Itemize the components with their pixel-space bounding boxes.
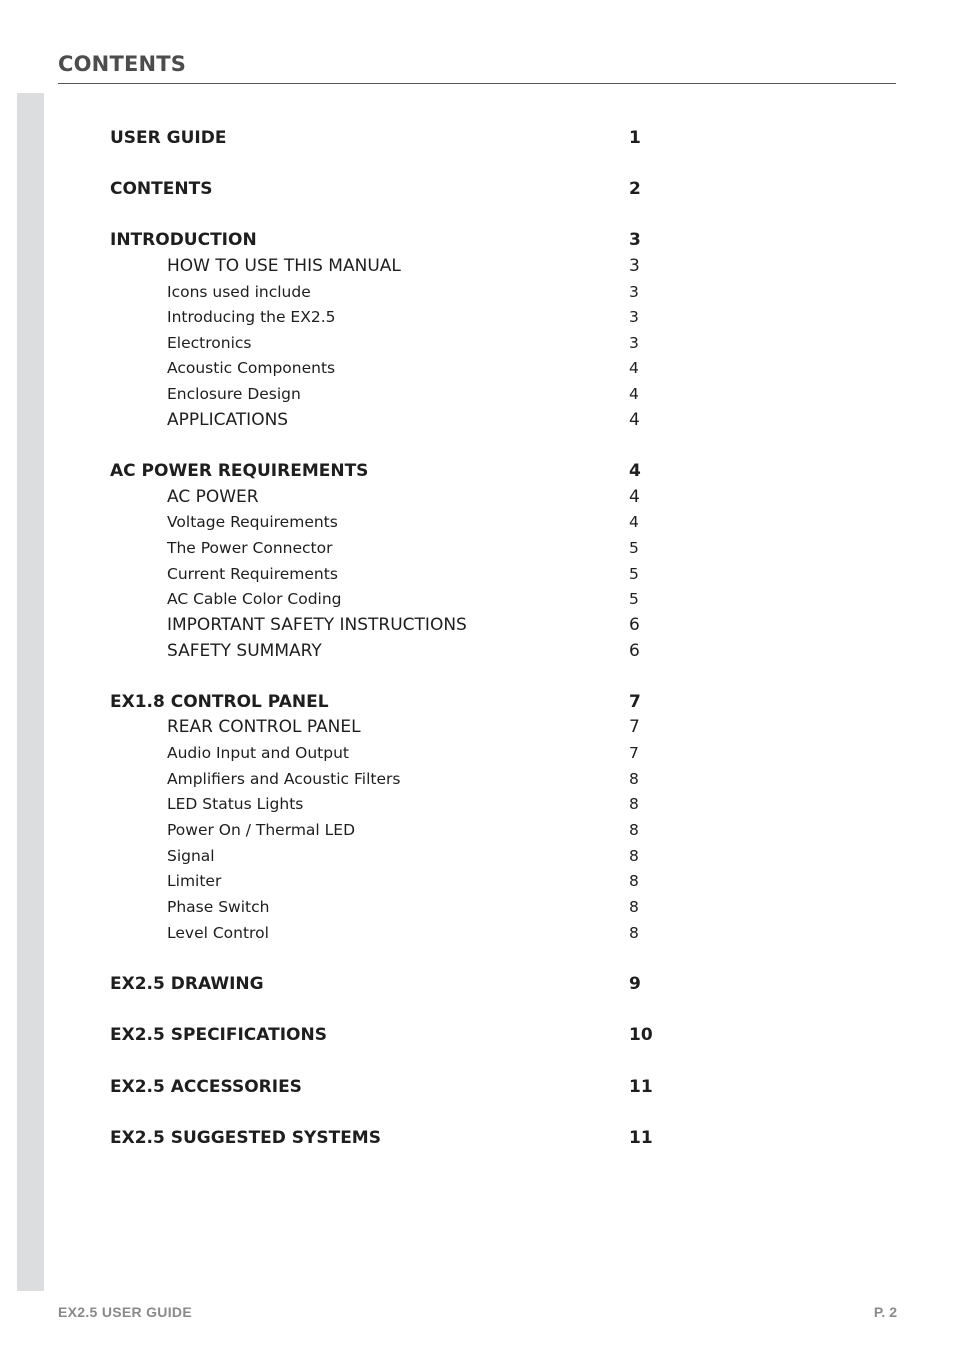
toc-entry-page: 7 bbox=[629, 717, 640, 737]
toc-entry-page: 8 bbox=[629, 898, 639, 916]
toc-entry-label: Current Requirements bbox=[167, 565, 338, 583]
toc-entry-page: 3 bbox=[629, 230, 641, 250]
toc-entry[interactable] bbox=[0, 331, 700, 355]
toc-entry-label: Voltage Requirements bbox=[167, 513, 338, 531]
toc-entry-label: Level Control bbox=[167, 924, 269, 942]
toc-entry-label: LED Status Lights bbox=[167, 795, 304, 813]
toc-entry-page: 3 bbox=[629, 256, 640, 276]
toc-entry[interactable] bbox=[0, 844, 700, 868]
toc-entry-label: IMPORTANT SAFETY INSTRUCTIONS bbox=[167, 615, 467, 635]
toc-entry-label: Introducing the EX2.5 bbox=[167, 308, 336, 326]
toc-entry-page: 1 bbox=[629, 128, 641, 148]
toc-entry-page: 5 bbox=[629, 539, 639, 557]
toc-entry-label: Audio Input and Output bbox=[167, 744, 349, 762]
toc-entry[interactable] bbox=[0, 1023, 700, 1047]
toc-entry[interactable] bbox=[0, 715, 700, 739]
toc-entry[interactable] bbox=[0, 792, 700, 816]
toc-entry-label: The Power Connector bbox=[167, 539, 333, 557]
toc-entry[interactable] bbox=[0, 869, 700, 893]
toc-entry[interactable] bbox=[0, 1075, 700, 1099]
toc-entry-label: SAFETY SUMMARY bbox=[167, 641, 322, 661]
toc-entry-page: 3 bbox=[629, 283, 639, 301]
toc-entry-label: USER GUIDE bbox=[110, 128, 227, 148]
toc-entry-page: 4 bbox=[629, 385, 639, 403]
toc-entry-label: Enclosure Design bbox=[167, 385, 301, 403]
toc-entry-label: EX2.5 DRAWING bbox=[110, 974, 264, 994]
toc-entry[interactable] bbox=[0, 639, 700, 663]
toc-entry-page: 4 bbox=[629, 461, 641, 481]
toc-entry[interactable] bbox=[0, 254, 700, 278]
toc-entry-label: REAR CONTROL PANEL bbox=[167, 717, 361, 737]
toc-entry-label: EX2.5 SUGGESTED SYSTEMS bbox=[110, 1128, 381, 1148]
toc-entry[interactable] bbox=[0, 690, 700, 714]
toc-entry-page: 6 bbox=[629, 615, 640, 635]
toc-entry-label: HOW TO USE THIS MANUAL bbox=[167, 256, 401, 276]
toc-entry-label: Signal bbox=[167, 847, 215, 865]
toc-entry[interactable] bbox=[0, 1126, 700, 1150]
toc-entry[interactable] bbox=[0, 510, 700, 534]
toc-entry[interactable] bbox=[0, 741, 700, 765]
toc-entry-page: 8 bbox=[629, 770, 639, 788]
footer-page-number: P. 2 bbox=[873, 1304, 897, 1320]
toc-entry-page: 11 bbox=[629, 1128, 653, 1148]
toc-entry-page: 8 bbox=[629, 795, 639, 813]
toc-entry[interactable] bbox=[0, 587, 700, 611]
toc-entry[interactable] bbox=[0, 485, 700, 509]
toc-entry-page: 4 bbox=[629, 513, 639, 531]
toc-entry-label: Electronics bbox=[167, 334, 252, 352]
toc-entry-label: EX2.5 SPECIFICATIONS bbox=[110, 1025, 327, 1045]
toc-entry[interactable] bbox=[0, 921, 700, 945]
toc-entry[interactable] bbox=[0, 562, 700, 586]
toc-entry-page: 3 bbox=[629, 308, 639, 326]
toc-entry[interactable] bbox=[0, 382, 700, 406]
toc-entry-page: 5 bbox=[629, 565, 639, 583]
toc-entry-page: 4 bbox=[629, 359, 639, 377]
footer-document-name: EX2.5 USER GUIDE bbox=[58, 1304, 192, 1320]
toc-entry-label: APPLICATIONS bbox=[167, 410, 289, 430]
toc-entry-label: Icons used include bbox=[167, 283, 311, 301]
toc-entry-label: CONTENTS bbox=[110, 179, 213, 199]
toc-entry-page: 6 bbox=[629, 641, 640, 661]
toc-entry[interactable] bbox=[0, 356, 700, 380]
toc-entry-page: 4 bbox=[629, 410, 640, 430]
toc-entry-page: 3 bbox=[629, 334, 639, 352]
toc-entry-page: 4 bbox=[629, 487, 640, 507]
toc-entry[interactable] bbox=[0, 305, 700, 329]
toc-entry-page: 11 bbox=[629, 1077, 653, 1097]
toc-entry-page: 7 bbox=[629, 692, 641, 712]
page-title: CONTENTS bbox=[58, 52, 187, 76]
toc-entry-page: 5 bbox=[629, 590, 639, 608]
toc-entry[interactable] bbox=[0, 895, 700, 919]
toc-entry-page: 10 bbox=[629, 1025, 653, 1045]
toc-entry[interactable] bbox=[0, 408, 700, 432]
toc-entry-label: Amplifiers and Acoustic Filters bbox=[167, 770, 401, 788]
toc-entry-page: 8 bbox=[629, 924, 639, 942]
toc-entry-page: 9 bbox=[629, 974, 641, 994]
toc-entry-page: 8 bbox=[629, 821, 639, 839]
toc-entry[interactable] bbox=[0, 177, 700, 201]
toc-entry[interactable] bbox=[0, 972, 700, 996]
toc-entry-page: 7 bbox=[629, 744, 639, 762]
toc-entry-label: Phase Switch bbox=[167, 898, 270, 916]
toc-entry-label: AC Cable Color Coding bbox=[167, 590, 342, 608]
toc-entry-label: AC POWER REQUIREMENTS bbox=[110, 461, 369, 481]
toc-entry-label: AC POWER bbox=[167, 487, 259, 507]
toc-entry[interactable] bbox=[0, 613, 700, 637]
toc-entry-page: 2 bbox=[629, 179, 641, 199]
toc-entry[interactable] bbox=[0, 459, 700, 483]
toc-entry[interactable] bbox=[0, 536, 700, 560]
toc-entry[interactable] bbox=[0, 228, 700, 252]
toc-entry-label: EX1.8 CONTROL PANEL bbox=[110, 692, 329, 712]
toc-entry-page: 8 bbox=[629, 847, 639, 865]
toc-entry[interactable] bbox=[0, 818, 700, 842]
toc-entry-label: Power On / Thermal LED bbox=[167, 821, 356, 839]
toc-entry[interactable] bbox=[0, 126, 700, 150]
toc-entry[interactable] bbox=[0, 280, 700, 304]
toc-entry-label: Acoustic Components bbox=[167, 359, 336, 377]
toc-entry-label: Limiter bbox=[167, 872, 222, 890]
toc-entry-label: EX2.5 ACCESSORIES bbox=[110, 1077, 302, 1097]
toc-entry[interactable] bbox=[0, 767, 700, 791]
toc-entry-label: INTRODUCTION bbox=[110, 230, 257, 250]
toc-entry-page: 8 bbox=[629, 872, 639, 890]
